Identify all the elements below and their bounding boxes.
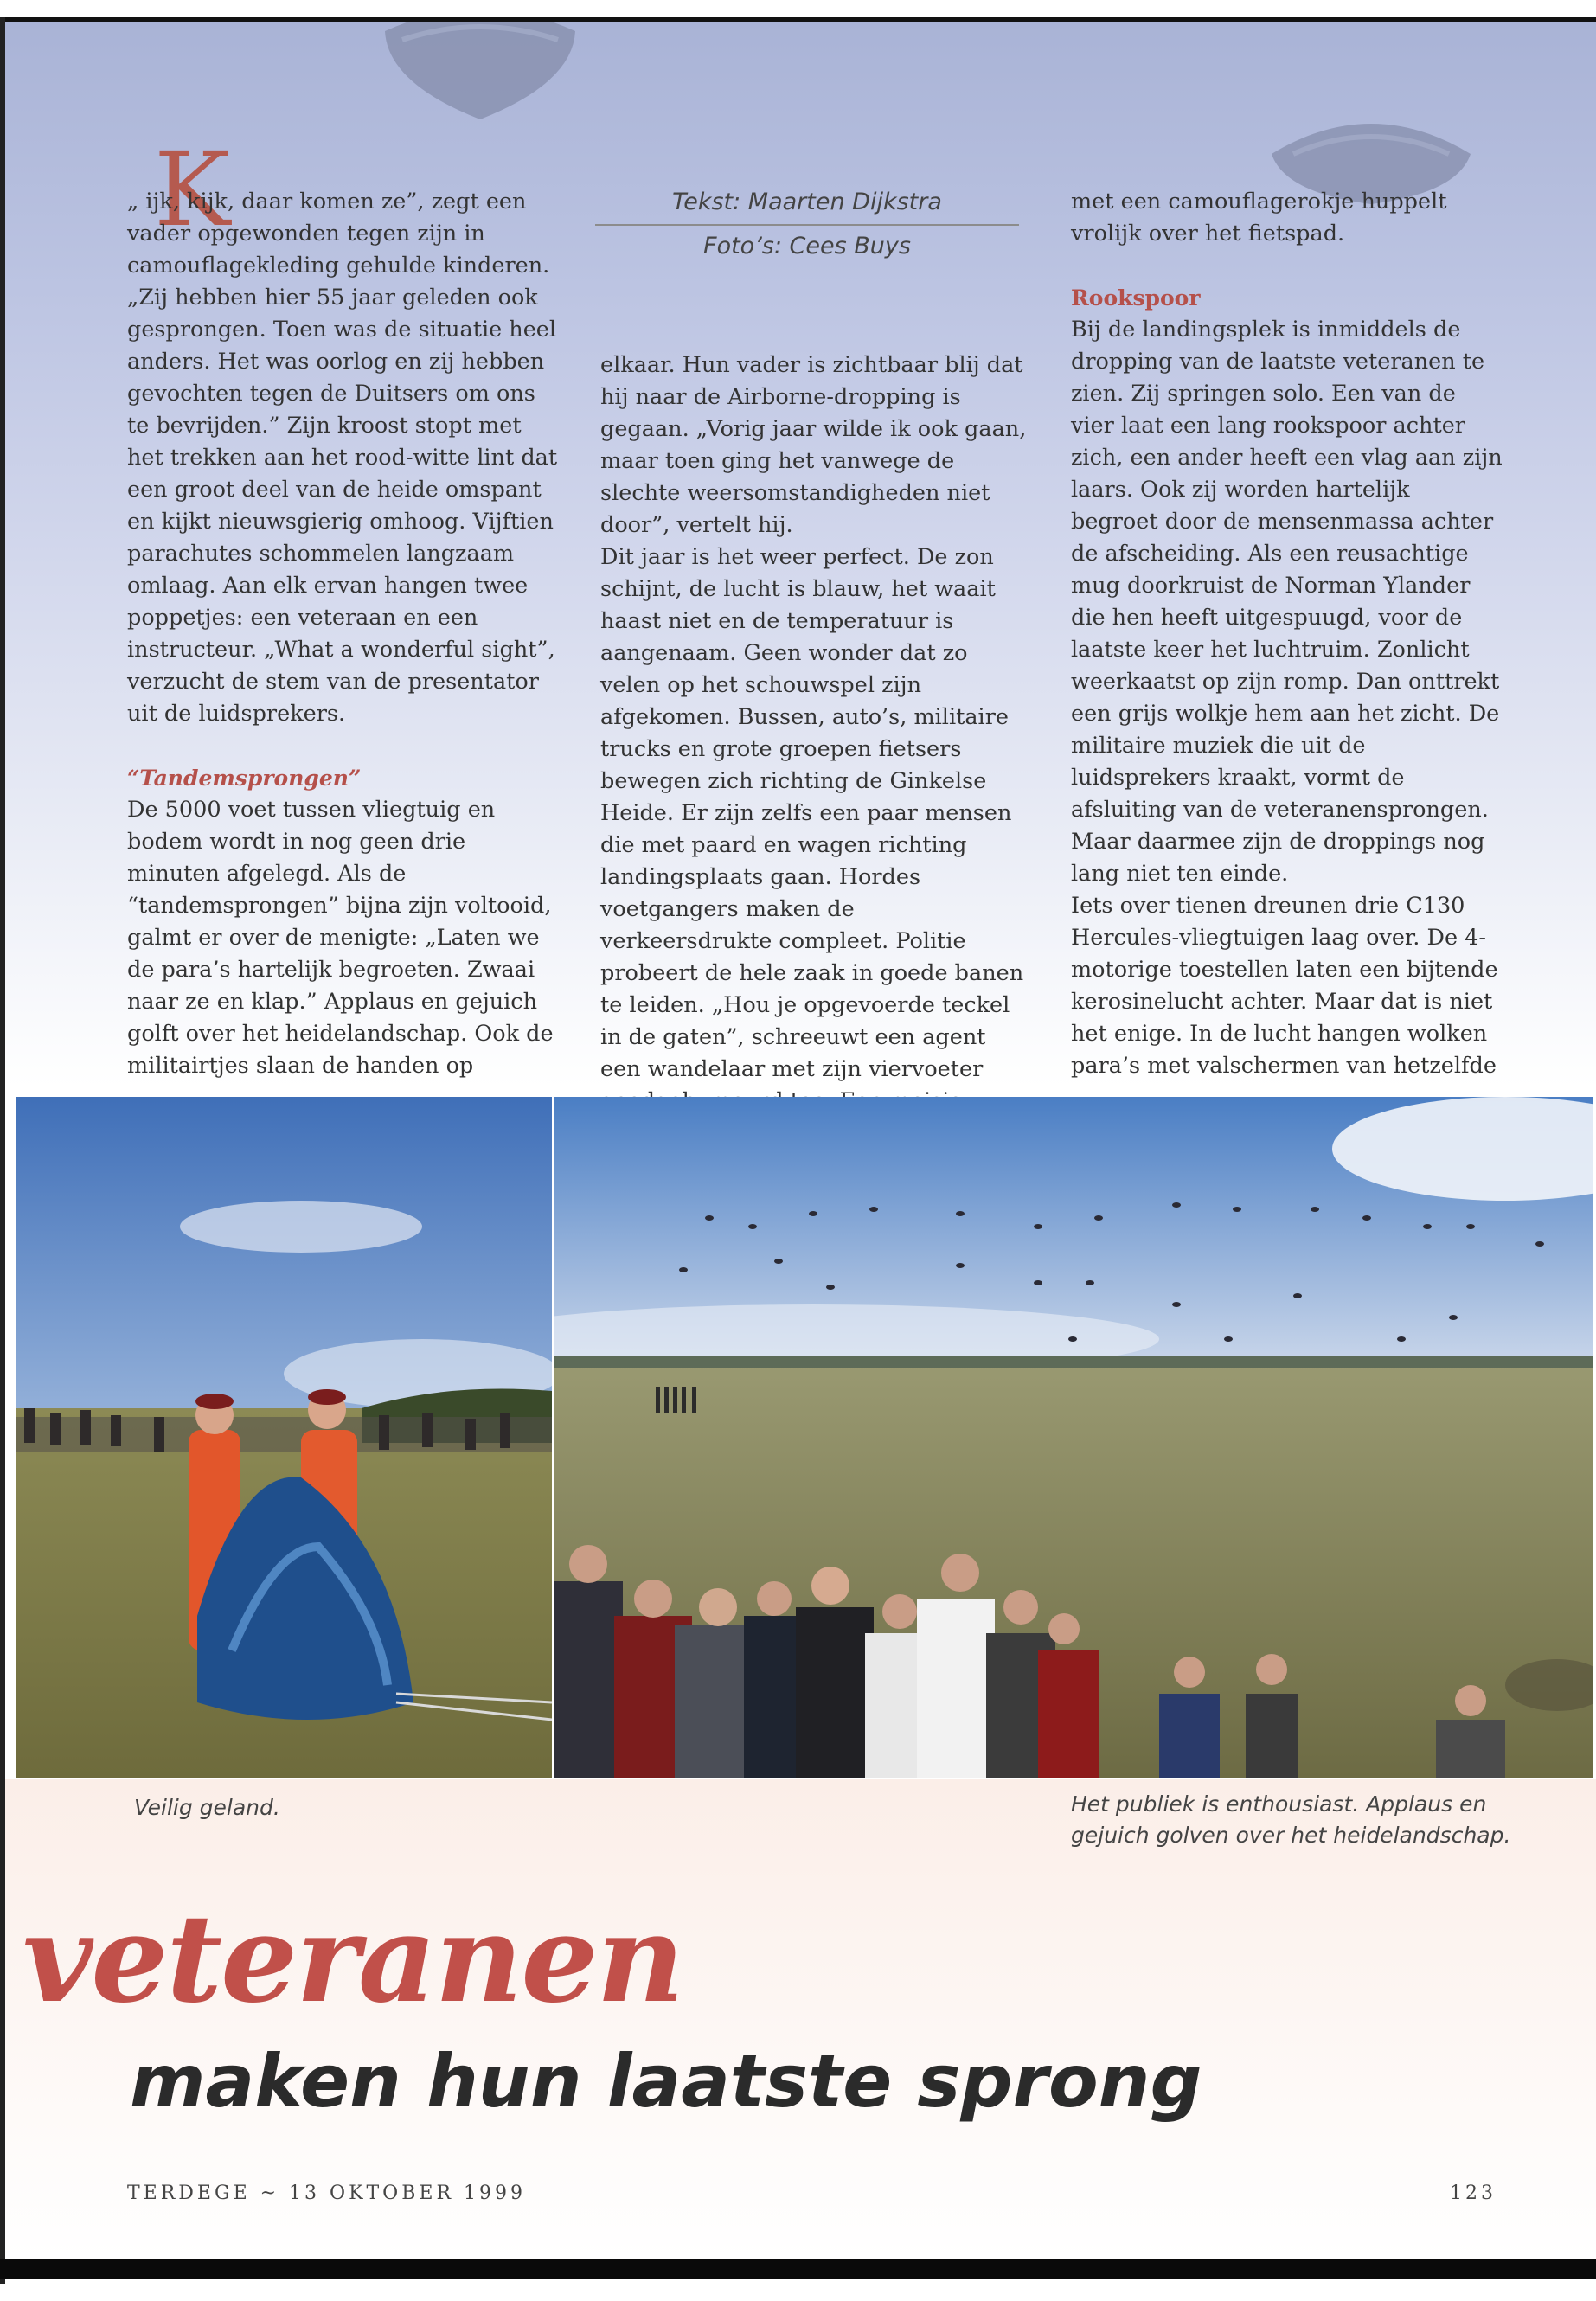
photo-credit: Foto’s: Cees Buys xyxy=(703,233,911,260)
drop-cap: K xyxy=(154,130,231,249)
lead-paragraph: „ ijk, kijk, daar komen ze”, zegt een vader opgewonden tegen zijn in camouflagekleding gehulde kinderen. „Zij hebben hier 55 jaar geleden ook gesprongen. Toen was de situatie heel anders. Het was oorlog en zij hebben gevochten tegen de Duitsers om ons te bevrijden.” Zijn kroost stopt met het trekken aan het rood-witte lint dat een groot deel van de heide omspant en kijkt nieuwsgierig omhoog. Vijftien parachutes schommelen langzaam omlaag. Aan elk ervan hangen twee poppetjes: een veteraan en een instructeur. „What a wonderful sight”, verzucht de stem van de presentator uit de luidsprekers. xyxy=(127,189,558,727)
headline-sub: maken hun laatste sprong xyxy=(130,2039,1202,2124)
top-border xyxy=(0,17,1596,22)
body-paragraph: De 5000 voet tussen vliegtuig en bodem wordt in nog geen drie minuten afgelegd. Als de “tandemsprongen” bijna zijn voltooid, galmt er over de menigte: „Laten we de para’s hartelijk begroeten. Zwaai naar ze en klap.” Applaus en gejuich golft over het heidelandschap. Ook de militairtjes slaan de handen op xyxy=(127,797,554,1079)
bottom-border xyxy=(0,2259,1596,2279)
article-credits xyxy=(595,189,1019,260)
caption-photo-2: Het publiek is enthousiast. Applaus en gejuich golven over het heidelandschap. xyxy=(1071,1791,1511,1848)
subhead-tandemsprongen: “Tandemsprongen” xyxy=(127,766,362,791)
parachute-top-left-image xyxy=(381,22,580,122)
article-column-1 xyxy=(127,186,560,1082)
left-border xyxy=(0,17,5,2284)
body-paragraph: met een camouflagerokje huppelt vrolijk over het fietspad. xyxy=(1071,189,1447,247)
page-number: 123 xyxy=(1450,2182,1497,2204)
text-credit: Tekst: Maarten Dijkstra xyxy=(595,189,1019,226)
footer-publication: TERDEGE ~ 13 OKTOBER 1999 xyxy=(127,2182,526,2204)
body-paragraph: elkaar. Hun vader is zichtbaar blij dat hij naar de Airborne-dropping is gegaan. „Vorig jaar wilde ik ook gaan, maar toen ging het vanwege de slechte weersomstandigheden niet door”, vertelt hij. xyxy=(600,352,1027,538)
body-paragraph: Bij de landingsplek is inmiddels de dropping van de laatste veteranen te zien. Zij springen solo. Een van de vier laat een lang rookspoor achter zich, een ander heeft een vlag aan zijn laars. Ook zij worden hartelijk begroet door de mensenmassa achter de afscheiding. Als een reusachtige mug doorkruist de Norman Ylander die hen heeft uitgespuugd, voor de laatste keer het luchtruim. Zonlicht weerkaatst op zijn romp. Dan onttrekt een grijs wolkje hem aan het zicht. De militaire muziek die uit de luidsprekers kraakt, vormt de afsluiting van de veteranensprongen. Maar daarmee zijn de droppings nog lang niet ten einde. xyxy=(1071,317,1503,887)
article-column-2 xyxy=(600,349,1033,1118)
photo-audience-parachutes xyxy=(554,1097,1593,1778)
headline-main: veteranen xyxy=(22,1888,683,2030)
subhead-rookspoor: Rookspoor xyxy=(1071,285,1201,311)
photo-veterans-landed xyxy=(16,1097,552,1778)
caption-photo-1: Veilig geland. xyxy=(134,1795,280,1820)
article-column-3 xyxy=(1071,186,1503,1082)
body-paragraph: Iets over tienen dreunen drie C130 Hercules-vliegtuigen laag over. De 4-motorige toestellen laten een bijtende kerosinelucht achter. Maar dat is niet het enige. In de lucht hangen wolken para’s met valschermen van hetzelfde xyxy=(1071,893,1498,1079)
body-paragraph: Dit jaar is het weer perfect. De zon schijnt, de lucht is blauw, het waait haast niet en de temperatuur is aangenaam. Geen wonder dat zo velen op het schouwspel zijn afgekomen. Bussen, auto’s, militaire trucks en grote groepen fietsers bewegen zich richting de Ginkelse Heide. Er zijn zelfs een paar mensen die met paard en wagen richting landingsplaats gaan. Hordes voetgangers maken de verkeersdrukte compleet. Politie probeert de hele zaak in goede banen te leiden. „Hou je opgevoerde teckel in de gaten”, schreeuwt een agent een wandelaar met zijn viervoeter xyxy=(600,544,1024,1082)
